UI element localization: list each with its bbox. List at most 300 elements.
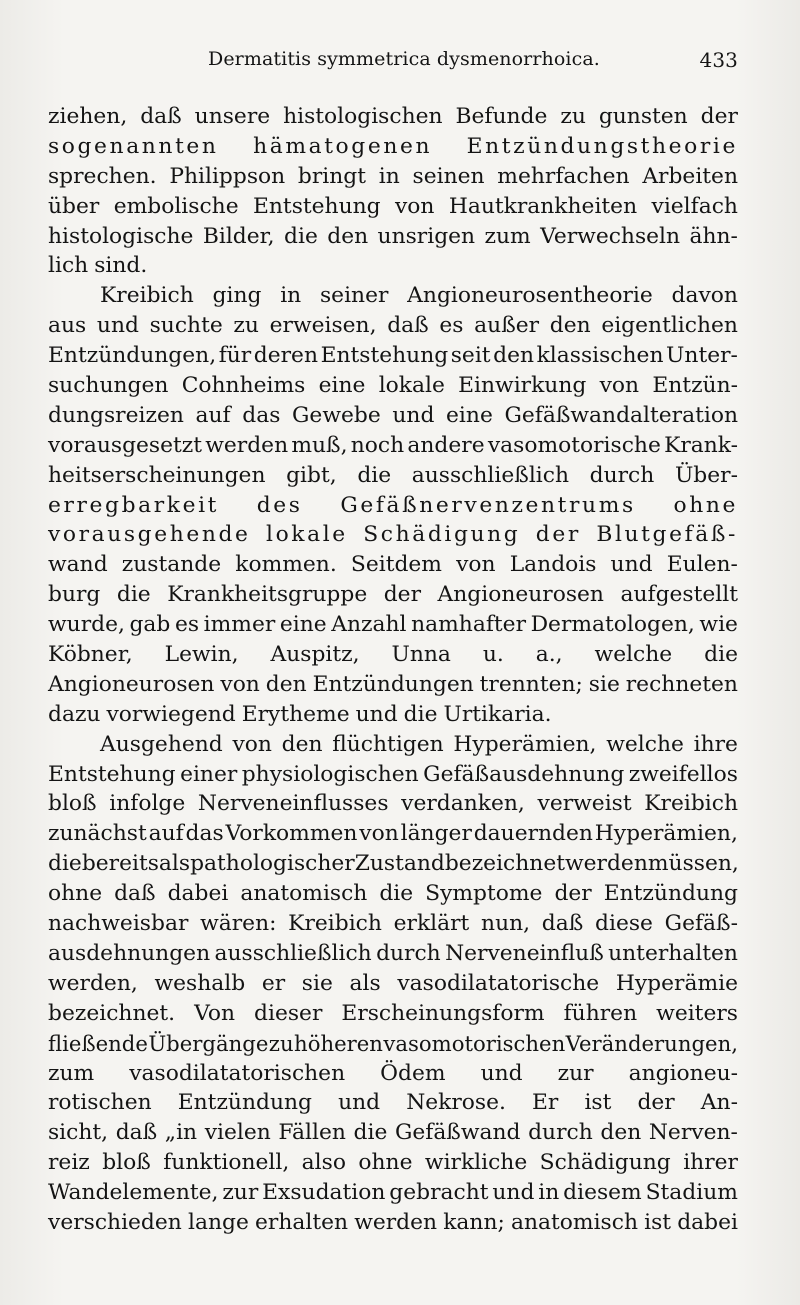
word: und (355, 701, 398, 727)
word: Gefäßnervenzentrums (340, 492, 636, 518)
word: Philippson (169, 163, 286, 189)
text-line (48, 610, 738, 640)
word: der (535, 522, 581, 548)
word: außer (474, 313, 540, 339)
word: führen (563, 1000, 638, 1026)
word: nachweisbar (48, 911, 189, 937)
word: zur (557, 1060, 594, 1086)
word: das (185, 821, 224, 847)
word: von (359, 821, 399, 847)
word: u. (482, 642, 504, 668)
word: Cohnheims (181, 373, 306, 399)
word: Fällen (278, 1120, 346, 1146)
word: bezeichnet (444, 851, 565, 877)
word: die (353, 1120, 388, 1146)
word: erhalten (255, 1209, 349, 1235)
word: funktionell, (163, 1150, 290, 1176)
word: Urtikaria. (443, 701, 552, 727)
text-line (48, 222, 738, 252)
word: die (48, 851, 82, 877)
text-line (48, 640, 738, 670)
word: Ödem (380, 1060, 446, 1086)
word: verdanken, (401, 791, 525, 817)
word: müssen, (647, 851, 739, 877)
word: Hyperämien, (453, 731, 597, 757)
word: wären: (200, 911, 277, 937)
word: und (480, 1060, 523, 1086)
word: Entstehung (48, 761, 176, 787)
word: lokale (266, 522, 348, 548)
word: gab (129, 612, 171, 638)
text-line (48, 1148, 738, 1178)
word: von (599, 373, 640, 399)
word: Hyperämie (615, 970, 738, 996)
word: Befunde (455, 104, 548, 129)
word: immer (203, 612, 276, 638)
word: weshalb (154, 970, 246, 996)
word: daß (114, 881, 156, 907)
text-line (48, 401, 738, 431)
word: von (394, 193, 435, 219)
word: mehrfachen (497, 163, 630, 189)
word: zur (222, 1180, 259, 1206)
word: er (261, 970, 286, 996)
word: Eulen- (666, 552, 738, 578)
word: den (281, 731, 323, 757)
text-line (48, 1088, 738, 1118)
word: die (116, 582, 151, 608)
word: Symptome (425, 881, 543, 907)
word: Nerveneinflusses (197, 791, 389, 817)
word: Veränderungen, (565, 1030, 738, 1056)
word: histologische (48, 223, 194, 249)
word: Dermatologen, (530, 612, 695, 638)
word: Unna (391, 642, 451, 668)
word: Entstehung (320, 343, 449, 369)
word: zu (560, 104, 586, 129)
word: das (242, 402, 281, 428)
word: ausschließlich (214, 940, 372, 966)
word: Wandelemente, (48, 1180, 219, 1206)
word: in (378, 163, 400, 189)
word: in (538, 1180, 560, 1206)
word: An- (700, 1090, 738, 1116)
word: durch (528, 1120, 593, 1146)
word: ohne (358, 1150, 413, 1176)
text-line (48, 1059, 738, 1089)
text-line (48, 341, 738, 371)
word: zu (268, 1030, 294, 1056)
word: lich (48, 253, 89, 279)
word: nun, (481, 911, 531, 937)
word: gebracht (389, 1180, 489, 1206)
word: Gefäß- (664, 911, 738, 937)
word: Einwirkung (458, 373, 587, 399)
text-line (48, 1029, 738, 1059)
word: Verwechseln (540, 223, 681, 249)
word: vasodilatatorischen (129, 1060, 346, 1086)
word: Lewin, (164, 642, 239, 668)
word: also (301, 1150, 346, 1176)
text-line (48, 132, 738, 162)
word: histologischen (283, 104, 443, 129)
word: sprechen. (48, 163, 157, 189)
word: hämatogenen (253, 133, 433, 159)
word: fließende (48, 1030, 148, 1056)
text-line (48, 371, 738, 401)
word: Angioneurosen (437, 582, 604, 608)
word: einer (180, 761, 238, 787)
text-line (48, 580, 738, 610)
word: Nerven- (648, 1120, 738, 1146)
word: Hautkrankheiten (448, 193, 638, 219)
word: wirkliche (424, 1150, 528, 1176)
word: und (338, 1090, 381, 1116)
word: ihre (693, 731, 738, 757)
text-line (48, 999, 738, 1029)
word: kann; (443, 1209, 505, 1235)
word: Entstehung (252, 193, 381, 219)
word: die (403, 701, 438, 727)
word: länger (400, 821, 472, 847)
word: es (174, 612, 200, 638)
word: bereits (81, 851, 159, 877)
word: den (327, 223, 369, 249)
word: anatomisch (240, 881, 368, 907)
word: eine (318, 373, 366, 399)
word: die (284, 223, 318, 249)
word: Gewebe (292, 402, 381, 428)
word: seiner (319, 283, 389, 309)
word: durch (376, 940, 441, 966)
word: Entzündungstheorie (466, 133, 738, 159)
word: zu (233, 313, 259, 339)
word: den (549, 313, 591, 339)
text-line (48, 192, 738, 222)
word: Krank- (664, 432, 738, 458)
text-line (48, 550, 738, 580)
word: sind. (94, 253, 148, 279)
word: physiologischen (241, 761, 419, 787)
word: welche (606, 731, 684, 757)
word: davon (671, 283, 738, 309)
word: dieser (254, 1000, 323, 1026)
word: ging (212, 283, 262, 309)
word: anatomisch (511, 1209, 638, 1235)
word: erklärt (393, 911, 470, 937)
word: von (220, 671, 260, 697)
word: dungsreizen (48, 402, 184, 428)
text-line (48, 491, 738, 521)
word: Angioneurosen (48, 671, 215, 697)
word: sie (301, 970, 333, 996)
word: ist (644, 1209, 672, 1235)
word: den (265, 671, 307, 697)
text-line (48, 819, 738, 849)
word: bezeichnet. (48, 1000, 176, 1026)
running-head-title: Dermatitis symmetrica dysmenorrhoica. (208, 48, 600, 70)
word: Schädigung (539, 1150, 671, 1176)
word: über (48, 193, 100, 219)
word: vasomotorische (487, 432, 661, 458)
word: rechneten (625, 671, 738, 697)
word: Anzahl (331, 612, 407, 638)
word: sicht, (48, 1120, 109, 1146)
text-line (48, 969, 738, 999)
text-line (48, 520, 738, 550)
word: Gefäßausdehnung (423, 761, 625, 787)
word: ziehen, (48, 104, 128, 129)
word: Bilder, (202, 223, 275, 249)
word: werden (565, 851, 648, 877)
word: pathologischer (190, 851, 355, 877)
word: vielen (204, 1120, 271, 1146)
word: vorausgehende (48, 522, 251, 548)
word: rotischen (48, 1090, 152, 1116)
word: zustande (121, 552, 222, 578)
word: Übergänge (148, 1030, 269, 1056)
word: Arbeiten (642, 163, 738, 189)
word: heitserscheinungen (48, 462, 266, 488)
word: Stadium (645, 1180, 738, 1206)
word: der (637, 1090, 675, 1116)
word: in (280, 283, 302, 309)
word: die (379, 881, 414, 907)
word: bloß (102, 1150, 151, 1176)
word: Erytheme (241, 701, 350, 727)
word: Blutgefäß- (596, 522, 738, 548)
word: durch (589, 462, 655, 488)
word: namhafter (411, 612, 526, 638)
word: Auspitz, (270, 642, 360, 668)
body-text (48, 102, 738, 1238)
word: lokale (378, 373, 445, 399)
word: Von (194, 1000, 236, 1026)
word: für (218, 343, 252, 369)
word: muß, (291, 432, 348, 458)
word: auf (148, 821, 184, 847)
running-head (48, 48, 738, 78)
word: Entzündungen (312, 671, 474, 697)
word: und (96, 313, 139, 339)
word: aus (48, 313, 87, 339)
word: verweist (537, 791, 632, 817)
word: vielfach (651, 193, 738, 219)
word: Entzün- (652, 373, 738, 399)
word: ohne (673, 492, 738, 518)
word: welche (594, 642, 673, 668)
page-number: 433 (699, 48, 738, 72)
word: den (493, 343, 535, 369)
word: vasomotorischen (383, 1030, 566, 1056)
text-line (48, 431, 738, 461)
word: wie (699, 612, 738, 638)
word: Kreibich (644, 791, 738, 817)
word: zum (484, 223, 531, 249)
word: ist (584, 1090, 612, 1116)
text-line (48, 1178, 738, 1208)
word: Nekrose. (406, 1090, 506, 1116)
word: Nerveneinfluß (445, 940, 604, 966)
word: Unter- (666, 343, 738, 369)
word: und (610, 552, 653, 578)
word: von (232, 731, 272, 757)
word: ähn- (689, 223, 738, 249)
word: vasodilatatorische (397, 970, 600, 996)
word: Schädigung (363, 522, 521, 548)
word: gunsten (598, 104, 688, 129)
word: und (492, 1180, 535, 1206)
word: Erscheinungsform (341, 1000, 545, 1026)
word: verschieden (48, 1209, 182, 1235)
word: Zustand (354, 851, 445, 877)
word: Vorkommen (225, 821, 358, 847)
word: noch (350, 432, 405, 458)
word: daß (140, 104, 182, 129)
word: vorwiegend (106, 701, 236, 727)
text-line (48, 281, 738, 311)
word: Exsudation (262, 1180, 386, 1206)
word: angioneu- (628, 1060, 738, 1086)
word: diese (595, 911, 653, 937)
text-line (48, 162, 738, 192)
word: a., (535, 642, 563, 668)
word: Über- (674, 462, 738, 488)
word: ausdehnungen (48, 940, 211, 966)
text-line (48, 760, 738, 790)
text-line (48, 251, 738, 281)
word: werden (205, 432, 289, 458)
word: werden (354, 1209, 438, 1235)
word: und (392, 402, 435, 428)
word: burg (48, 582, 101, 608)
word: als (158, 851, 191, 877)
word: Gefäßwandalteration (504, 402, 738, 428)
word: wurde, (48, 612, 125, 638)
word: unsere (194, 104, 271, 129)
word: erweisen, (269, 313, 377, 339)
word: embolische (113, 193, 239, 219)
word: aufgestellt (620, 582, 738, 608)
word: zweifellos (628, 761, 738, 787)
word: ohne (48, 881, 103, 907)
word: suchte (149, 313, 223, 339)
word: Gefäßwand (394, 1120, 521, 1146)
word: dabei (677, 1209, 738, 1235)
text-line (48, 1118, 738, 1148)
word: trennten; (479, 671, 583, 697)
word: sogenannten (48, 133, 219, 159)
text-line (48, 909, 738, 939)
word: zunächst (48, 821, 147, 847)
word: eine (279, 612, 327, 638)
word: dauernden (473, 821, 593, 847)
word: es (439, 313, 464, 339)
word: die (357, 462, 392, 488)
word: bloß (48, 791, 97, 817)
word: Entzündungen, (48, 343, 217, 369)
text-line (48, 102, 738, 132)
word: andere (407, 432, 485, 458)
word: der (383, 582, 421, 608)
word: Angioneurosentheorie (407, 283, 653, 309)
word: sie (588, 671, 620, 697)
word: weiters (656, 1000, 738, 1026)
word: seinen (412, 163, 485, 189)
word: auf (195, 402, 231, 428)
word: dazu (48, 701, 101, 727)
word: des (256, 492, 303, 518)
text-line (48, 730, 738, 760)
text-line (48, 849, 738, 879)
word: wand (48, 552, 108, 578)
word: Krankheitsgruppe (167, 582, 368, 608)
text-line (48, 789, 738, 819)
word: daß (387, 313, 429, 339)
word: von (456, 552, 496, 578)
word: suchungen (48, 373, 169, 399)
word: „in (164, 1120, 198, 1146)
word: diesem (563, 1180, 642, 1206)
text-line (48, 1208, 738, 1238)
word: Er (532, 1090, 559, 1116)
word: daß (541, 911, 584, 937)
word: dabei (167, 881, 229, 907)
word: Ausgehend (100, 731, 223, 757)
word: reiz (48, 1150, 90, 1176)
word: Landois (509, 552, 597, 578)
word: Köbner, (48, 642, 133, 668)
word: höheren (294, 1030, 383, 1056)
word: deren (253, 343, 318, 369)
text-line (48, 670, 738, 700)
word: eigentlichen (601, 313, 738, 339)
word: Kreibich (288, 911, 382, 937)
text-line (48, 939, 738, 969)
word: als (349, 970, 381, 996)
word: seit (450, 343, 491, 369)
word: erregbarkeit (48, 492, 219, 518)
text-line (48, 700, 738, 730)
word: der (700, 104, 738, 129)
word: vorausgesetzt (48, 432, 203, 458)
word: der (554, 881, 592, 907)
word: den (600, 1120, 642, 1146)
word: werden, (48, 970, 138, 996)
word: unterhalten (608, 940, 738, 966)
text-line (48, 311, 738, 341)
word: klassischen (536, 343, 664, 369)
word: Entzündung (603, 881, 738, 907)
word: unsrigen (377, 223, 476, 249)
text-line (48, 461, 738, 491)
word: zum (48, 1060, 95, 1086)
word: Kreibich (100, 283, 194, 309)
word: daß (115, 1120, 158, 1146)
word: kommen. (235, 552, 337, 578)
word: die (704, 642, 738, 668)
word: ihrer (683, 1150, 738, 1176)
word: eine (446, 402, 493, 428)
word: Entzündung (177, 1090, 312, 1116)
text-line (48, 879, 738, 909)
word: gibt, (286, 462, 337, 488)
word: ausschließlich (411, 462, 570, 488)
word: lange (187, 1209, 249, 1235)
word: infolge (109, 791, 186, 817)
word: Seitdem (350, 552, 442, 578)
word: bringt (297, 163, 367, 189)
